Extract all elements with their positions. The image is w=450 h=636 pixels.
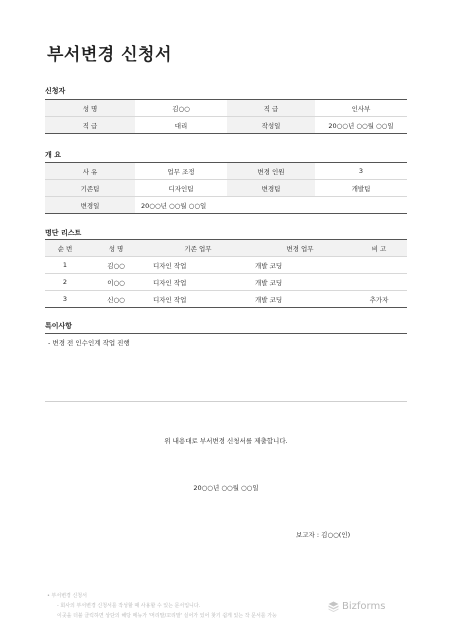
reporter-signature: 보고자 : 김○○(인)	[296, 531, 351, 539]
table-row	[45, 257, 407, 274]
row-new-task: 개발 코딩	[255, 261, 283, 270]
row-new-task: 개발 코딩	[255, 278, 283, 287]
old-team-label: 기존팀	[45, 180, 135, 197]
roster-section-title: 명단 리스트	[45, 229, 82, 237]
reason-label: 사 유	[45, 163, 135, 180]
row-number: 1	[62, 261, 68, 269]
col-header-note: 비 고	[351, 240, 407, 257]
remarks-bottom-divider	[45, 401, 407, 402]
applicant-section-title: 신청자	[45, 87, 66, 95]
col-header-number: 순 번	[45, 240, 85, 257]
footer-bullet: • 부서변경 신청서	[47, 593, 87, 599]
bizforms-logo-icon	[328, 601, 339, 612]
row-note	[351, 257, 407, 274]
row-note: 추가자	[369, 295, 389, 304]
row-name: 이○○	[107, 278, 125, 287]
remarks-section-title: 특이사항	[45, 322, 73, 330]
table-row	[45, 100, 407, 117]
headcount-value: 3	[358, 167, 364, 175]
change-date-label: 변경일	[45, 197, 135, 214]
bizforms-logo	[328, 601, 385, 612]
footer-line-2: 이곳을 더블 클릭하면 상단의 해당 메뉴가 '머리말/꼬리말' 실어가 있어 찾기 쉽게 있는 작 문서를 가능	[57, 613, 277, 619]
col-header-new-task: 변경 업무	[249, 240, 351, 257]
roster-table	[45, 239, 407, 308]
headcount-label: 변경 인원	[227, 163, 315, 180]
row-new-task: 개발 코딩	[255, 295, 283, 304]
old-team-value: 디자인팀	[168, 184, 194, 193]
table-row	[45, 291, 407, 308]
table-row	[45, 197, 407, 214]
col-header-old-task: 기존 업무	[147, 240, 249, 257]
row-old-task: 디자인 작업	[153, 278, 187, 287]
new-team-value: 개발팀	[351, 184, 371, 193]
row-name: 김○○	[107, 261, 125, 270]
document-title: 부서변경 신청서	[47, 45, 172, 65]
row-name: 신○○	[107, 295, 125, 304]
table-row	[45, 163, 407, 180]
remarks-text: - 변경 전 인수인계 작업 진행	[48, 339, 130, 347]
submission-statement: 위 내용대로 부서변경 신청서를 제출합니다.	[164, 437, 288, 445]
row-number: 2	[62, 278, 68, 286]
footer-line-1: - 회사의 부서변경 신청서를 작성할 때 사용할 수 있는 문서입니다.	[57, 603, 201, 609]
reason-value: 업무 조정	[167, 167, 195, 176]
table-row	[45, 274, 407, 291]
col-header-name: 성 명	[85, 240, 147, 257]
table-header-row	[45, 240, 407, 257]
written-date-value: 20○○년 ○○월 ○○일	[328, 121, 394, 130]
name-value: 김○○	[172, 104, 190, 113]
table-row	[45, 117, 407, 134]
rank-label: 직 급	[45, 117, 135, 134]
row-old-task: 디자인 작업	[153, 295, 187, 304]
overview-section-title: 개 요	[45, 151, 61, 159]
new-team-label: 변경팀	[227, 180, 315, 197]
rank-label: 직 급	[227, 100, 315, 117]
name-label: 성 명	[45, 100, 135, 117]
written-date-label: 작성일	[227, 117, 315, 134]
overview-table	[45, 162, 407, 214]
bizforms-logo-text: Bizforms	[342, 601, 386, 612]
row-old-task: 디자인 작업	[153, 261, 187, 270]
change-date-value: 20○○년 ○○월 ○○일	[141, 201, 207, 210]
row-number: 3	[62, 295, 68, 303]
rank-value: 대리	[174, 121, 188, 130]
rank-value: 인사부	[351, 104, 371, 113]
applicant-table	[45, 99, 407, 134]
remarks-top-divider	[45, 333, 407, 334]
table-row	[45, 180, 407, 197]
row-note	[351, 274, 407, 291]
sign-date: 20○○년 ○○월 ○○일	[193, 484, 259, 492]
